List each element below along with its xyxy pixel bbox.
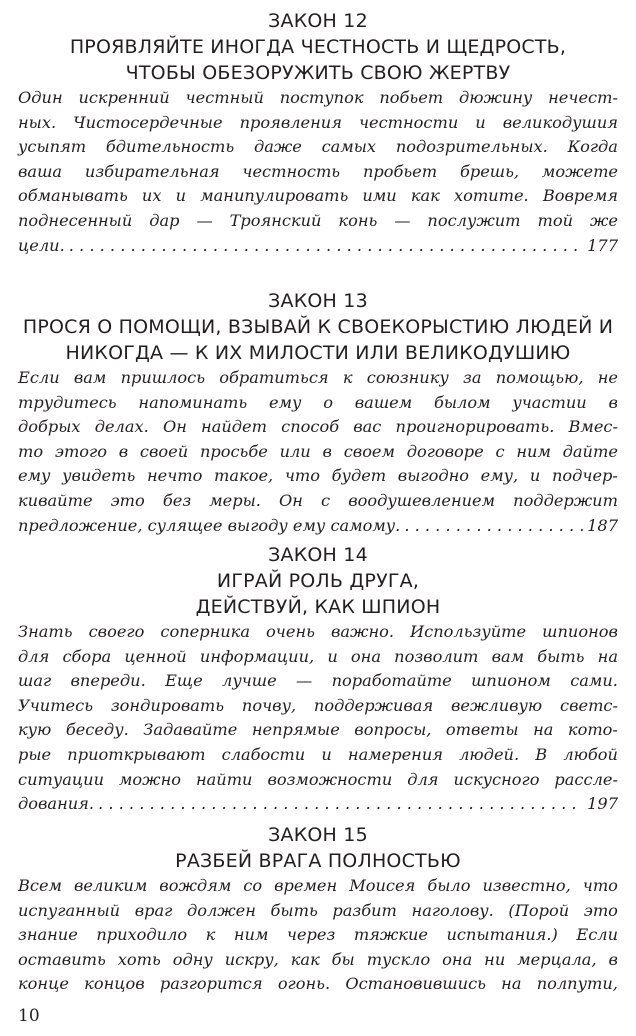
summary-line: обманывать их и манипулировать ими как хотите. Вовремя [18, 186, 618, 206]
summary-line: поднесенный дар — Троянский конь — послужит той же [18, 210, 618, 230]
law-number: ЗАКОН 13 [268, 290, 368, 312]
summary-line: знание приходило к ним через тяжкие испытания.) Если [18, 925, 618, 945]
summary-line: Один искренний честный поступок побьет дюжину нечест- [18, 88, 618, 107]
law-title-line: ИГРАЙ РОЛЬ ДРУГА, [216, 570, 420, 592]
toc-entry-line [18, 792, 618, 817]
summary-line: конце концов разгорится огонь. Остановившись на полпути, [18, 974, 618, 994]
summary-line: для сбора ценной информации, и она позволит вам быть на [18, 646, 618, 666]
summary-last-words: дования. [18, 794, 95, 814]
dot-leader [404, 514, 583, 539]
page-number[interactable]: 197 [587, 794, 618, 814]
summary-line: усыпят бдительность даже самых подозрительных. Когда [18, 137, 618, 157]
summary-last-words: цели. [18, 235, 65, 255]
summary-line: оставить хоть одну искру, как бы тускло она ни мерцала, в [18, 949, 618, 969]
summary-line: кую беседу. Задавайте непрямые вопросы, ответы на кото- [18, 720, 618, 740]
law-summary [18, 620, 618, 817]
law-title-line: ПРОСЯ О ПОМОЩИ, ВЗЫВАЙ К СВОЕКОРЫСТИЮ ЛЮДЕЙ И [22, 316, 614, 338]
law-title [18, 314, 618, 366]
summary-line: кивайте это без меры. Он с воодушевлением поддержит [18, 490, 618, 510]
page-number[interactable]: 177 [587, 235, 618, 255]
law-number: ЗАКОН 14 [268, 544, 368, 566]
summary-line: Всем великим вождям со времен Моисея было известно, что [18, 876, 618, 895]
law-title [18, 568, 618, 620]
summary-line: ситуации можно найти возможности для искусного рассле- [18, 769, 618, 789]
law-title-line: ЧТОБЫ ОБЕЗОРУЖИТЬ СВОЮ ЖЕРТВУ [125, 62, 511, 84]
law-12-section [18, 8, 618, 258]
law-15-section [18, 822, 618, 997]
summary-line: рые приоткрывают слабости и намерения людей. В любой [18, 744, 618, 764]
summary-line: Учитесь зондировать почву, поддерживая вежливую светс- [18, 695, 618, 715]
summary-line: Знать своего соперника очень важно. Используйте шпионов [18, 622, 618, 641]
summary-last-words: предложение, сулящее выгоду ему самому. [18, 515, 401, 535]
law-14-section [18, 542, 618, 817]
summary-line: ваша избирательная честность пробьет брешь, можете [18, 161, 618, 181]
law-title-line: РАЗБЕЙ ВРАГА ПОЛНОСТЬЮ [175, 850, 461, 872]
summary-line: трудитесь напоминать ему о вашем былом участии в [18, 392, 618, 412]
toc-entry-line [18, 514, 618, 539]
law-summary [18, 86, 618, 258]
summary-line: Если вам пришлось обратиться к союзнику за помощью, не [18, 368, 618, 387]
law-number: ЗАКОН 15 [268, 824, 368, 846]
summary-line: ему увидеть нечто такое, что будет выгодно ему, и подчер- [18, 466, 618, 486]
law-title-line: ПРОЯВЛЯЙТЕ ИНОГДА ЧЕСТНОСТЬ И ЩЕДРОСТЬ, [69, 36, 567, 58]
summary-line: то этого в своей просьбе или в своем договоре с ним дайте [18, 441, 618, 461]
law-13-section [18, 288, 618, 538]
page-number[interactable]: 187 [587, 515, 618, 535]
page-folio-number: 10 [18, 1006, 40, 1026]
summary-line: ных. Чистосердечные проявления честности и великодушия [18, 112, 618, 132]
law-title [18, 848, 618, 874]
law-summary [18, 874, 618, 997]
law-title-line: ДЕЙСТВУЙ, КАК ШПИОН [195, 596, 441, 618]
summary-line: шаг впереди. Еще лучше — поработайте шпионом сами. [18, 671, 618, 691]
law-summary [18, 366, 618, 538]
summary-line: испуганный враг должен быть разбит наголову. (Порой это [18, 900, 618, 920]
law-title-line: НИКОГДА — К ИХ МИЛОСТИ ИЛИ ВЕЛИКОДУШИЮ [65, 342, 571, 364]
dot-leader [98, 792, 583, 817]
law-number: ЗАКОН 12 [268, 10, 368, 32]
dot-leader [69, 234, 583, 259]
summary-line: добрых делах. Он найдет способ вас проигнорировать. Вмес- [18, 417, 618, 437]
law-title [18, 34, 618, 86]
toc-entry-line [18, 234, 618, 259]
